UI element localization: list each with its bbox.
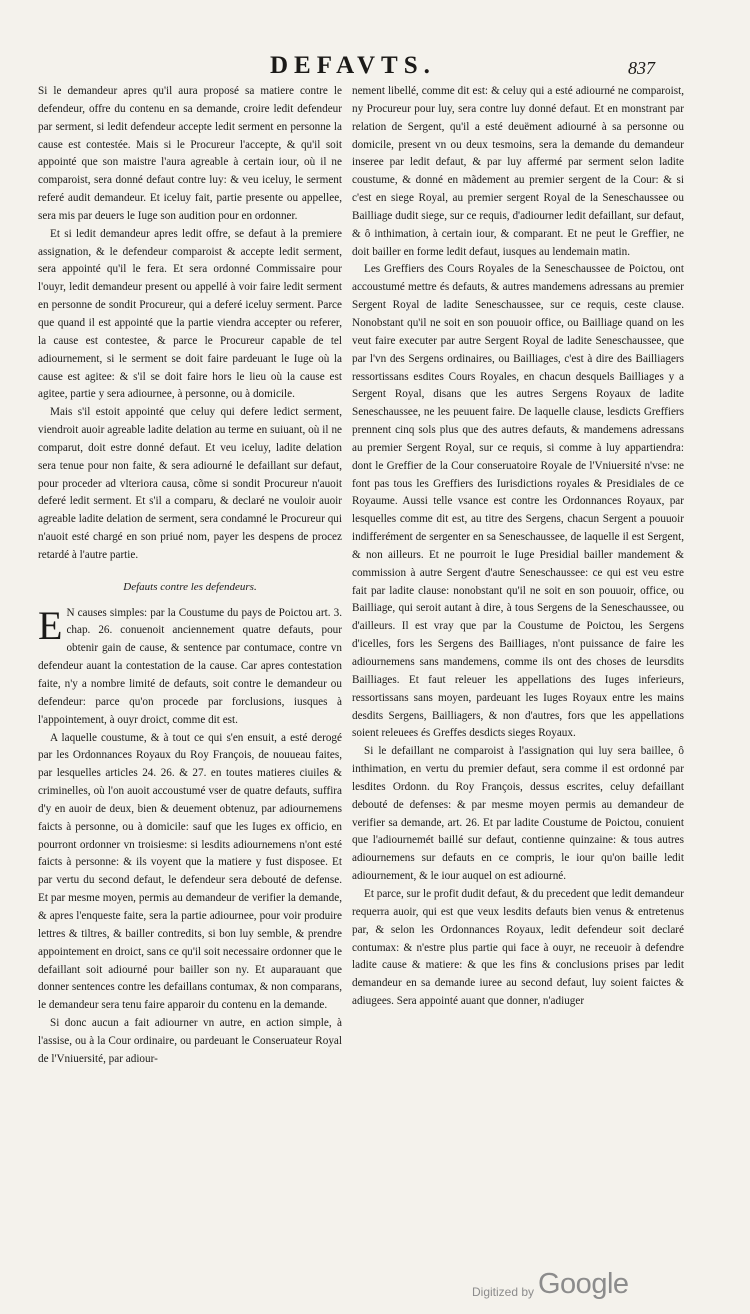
running-head xyxy=(0,52,750,82)
digitized-watermark xyxy=(472,1268,712,1308)
paragraph: A laquelle coustume, & à tout ce qui s'en ensuit, a esté derogé par les Ordonnances Royaux du Roy François, de nouueau faites, par lesquelles articles 24. 26. & 27. en toutes matieres ciuiles & criminelles, où l'on auoit accoustumé vser de quatre defauts, suffira d'y en auoir de deux, bien & deuement obtenuz, par adiournemens faicts à personne, ou à domicile: sauf que les Iuges ex officio, en pourront ordonner vn troisiesme: si lesdits adiournemens n'ont esté faicts à personne: & ils voyent que la matiere y fust disposee. Et par vertu du second defaut, le defendeur sera debouté de defense. Et par mesme moyen, permis au demandeur de verifier la demande, & apres l'enqueste faite, sera la partie adiournee, pour voir produire lettres & tiltres, & bailler contredits, si bon luy semble, & prendre appointement en droict, sans ce qu'il soit necessaire ordonner que le defaillant soit adiourné pour bailler son ny. Et auparauant que donner sentences contre les defaillans contumax, & non comparans, le demandeur sera tenu faire apparoir du contenu en la demande. xyxy=(38,731,342,1012)
dropcap-letter: E xyxy=(38,602,63,648)
running-title: DEFAVTS. xyxy=(270,52,436,79)
paragraph: Et si ledit demandeur apres ledit offre, se defaut à la premiere assignation, & le defendeur comparoist & accepte ledit serment, sera appointé qu'il le fera. Et sera ordonné Commissaire pour l'ouyr, ledit demandeur present ou appellé à voir faire ledit serment en personne de sondit Procureur, qui a deferé iceluy serment. Parce que quand il est appointé que la partie viendra accepter ou referer, la cause est contestee, & parce le Procureur capable de tel adiournement, si le serment se doit faire pardeuant le Iuge où la cause est agitee: & s'il se doit faire hors le lieu où la cause est agitee, partie y sera adiournee, à personne, ou à domicile. xyxy=(38,227,342,401)
paragraph: Si donc aucun a fait adiourner vn autre, en action simple, à l'assise, ou à la Cour ordinaire, ou pardeuant le Conseruateur Royal de l'Vniuersité, par adiour- xyxy=(38,1017,342,1065)
section-subheading: Defauts contre les defendeurs. xyxy=(123,580,257,593)
left-column xyxy=(38,83,342,1069)
paragraph: Mais s'il estoit appointé que celuy qui defere ledict serment, viendroit auoir agreable ladite delation au terme en suiuant, où il ne comparut, doit estre donné defaut. Et veu iceluy, ladite delation sera tenue pour non faite, & sera adiourné le defaillant sur defaut, pour proceder ad vlteriora causa, cõme si sondit Procureur n'auoit deferé ledit serment. Et s'il a comparu, & declaré ne vouloir auoir agreable ladite delation de serment, sera condamné le Procureur qui n'auoit esté chargé en son priué nom, payer les despens de procez retardé à l'autre partie. xyxy=(38,406,342,561)
paragraph: Si le demandeur apres qu'il aura proposé sa matiere contre le defendeur, offre du contenu en sa demande, croire ledit defendeur par serment, si ledit defendeur accepte ledit serment en personne la cause est contestée. Mais si le Procureur l'accepte, & qu'il soit appointé que son maistre l'aura agreable à certain iour, où il ne comparoist, sera donné defaut contre luy: & veu iceluy, le serment referé audit demandeur. Et iceluy fait, partie presente ou appellee, sera mis par deuers le Iuge son audition pour en ordonner. xyxy=(38,85,342,222)
paragraph: nement libellé, comme dit est: & celuy qui a esté adiourné ne comparoist, ny Procureur pour luy, sera contre luy donné defaut. Et en monstrant par relation de Sergent, qu'il a esté deuëment adiourné à sa personne ou domicile, present vn ou deux tesmoins, sera la demande du demandeur inseree par ledit defaut, & par luy affermé par serment selon ladite coustume, & donné en mãdement au premier sergent de la Cour: & si c'est en siege Royal, au premier sergent Royal de la Seneschaussee ou Bailliage dudit siege, sur ce requis, d'adiourner ledit defaillant, sur defaut, & ô inthimation, à certain iour, & comparant. Et ne peut le Greffier, ne doit bailler en forme ledit defaut, iusques au lendemain matin. xyxy=(352,85,684,258)
right-column xyxy=(352,83,684,1011)
dropcap-paragraph xyxy=(38,602,342,730)
page-number: 837 xyxy=(628,58,655,78)
digitized-by-text: Digitized by xyxy=(472,1285,535,1299)
paragraph: Si le defaillant ne comparoist à l'assignation qui luy sera baillee, ô inthimation, en vertu du premier defaut, sera comme il est ordonné par lesdites Ordonn. du Roy François, dessus escrites, celuy defaillant debouté de defenses: & par mesme moyen permis au demandeur de verifier sa demande, art. 26. Et par ladite Coustume de Poictou, conuient que l'adiournemét baillé sur defaut, contienne quinzaine: & tous autres adiournemens sur defauts en ce compris, le iour qu'on baille ledit adiournement, & le iour auquel on est adiourné. xyxy=(352,745,684,883)
paragraph-text: N causes simples: par la Coustume du pays de Poictou art. 3. chap. 26. conuenoit anciennement quatre defauts, pour obtenir gain de cause, & sentence par contumace, contre vn defendeur auant la contestation de la cause. Car apres contestation faite, n'y a nombre limité de defauts, soit contre le demandeur ou defendeur: parce qu'on procede par forclusions, iusques à l'appointement, à ouyr droict, comme dit est. xyxy=(38,606,342,726)
paragraph: Les Greffiers des Cours Royales de la Seneschaussee de Poictou, ont accoustumé mettre és defauts, & autres mandemens adressans au premier Sergent Royal de ladite Seneschaussee, sur ce requis, ceste clause. Nonobstant qu'il ne soit en son pouuoir office, ou Bailliage quand on les veut faire executer par autre Sergent Royal de ladite Seneschaussee, que par l'vn des Sergens ordinaires, ou Bailliages, c'est à dire des Bailliagers ressortissans esdites Cours Royales, en chacun desquels Bailliages y a Sergent Royal, disans que les autres Sergens Royaux de ladite Seneschaussee, ne les peuuent faire. De laquelle clause, lesdicts Greffiers prennent cinq sols plus que des autres defauts, & mandemens adressans au premier Sergent Royal, sur ce requis, si comme à luy appartiendra: dont le Greffier de la Cour conseruatoire Royale de l'Vniuersité n'vse: ne font pas tous les Greffiers des Iurisdictions royales & Presidiales de ce Royaume. Aussi telle vsance est contre les Ordonnances Royaux, par lesquelles comme dit est, au titre des Sergens, chacun Sergent a pouuoir indifferément de sergenter en sa Seneschaussee, de laquelle il est Sergent, & non ailleurs. Et ne pourroit le Iuge Presidial bailler mandement & commission à autre Sergent d'autre Seneschaussee: ce qui est veu estre fait par ladite clause: nonobstant qu'il ne soit en son pouuoir, office, ou Bailliage, qui seroit autant à dire, à tous Sergens de la Seneschaussee, ou d'ailleurs. Il est vray que par la Coustume de Poictou, les Sergens d'icelles, fors les Sergens des Bailliages, n'ont puissance de faire les adiournemens sans mandemens, comme ils ont des choses de leursdits Bailliages. Et faut releuer les appellations des Iuges inferieurs, ressortissans sans moyen, pardeuant les Iuges Royaux entre les mains desdits Sergens, Bailliagers, & non d'autres, fors que les appellations soient releuees és Greffes desdicts sieges Royaux. xyxy=(352,263,684,740)
paragraph: Et parce, sur le profit dudit defaut, & du precedent que ledit demandeur requerra auoir, qui est que veux lesdits defauts bien venus & entretenus par, & selon les Ordonnances Royaux, ledit defendeur soit declaré contumax: & n'estre plus partie qui face à ouyr, ne receuoir à defendre ladite cause & matiere: & que les fins & conclusions prises par ledit demandeur en sa demande iuree au second defaut, luy soient faictes & adiugees. Sera appointé auant que donner, n'adiuger xyxy=(352,887,684,1008)
google-logo: Google xyxy=(538,1268,629,1300)
